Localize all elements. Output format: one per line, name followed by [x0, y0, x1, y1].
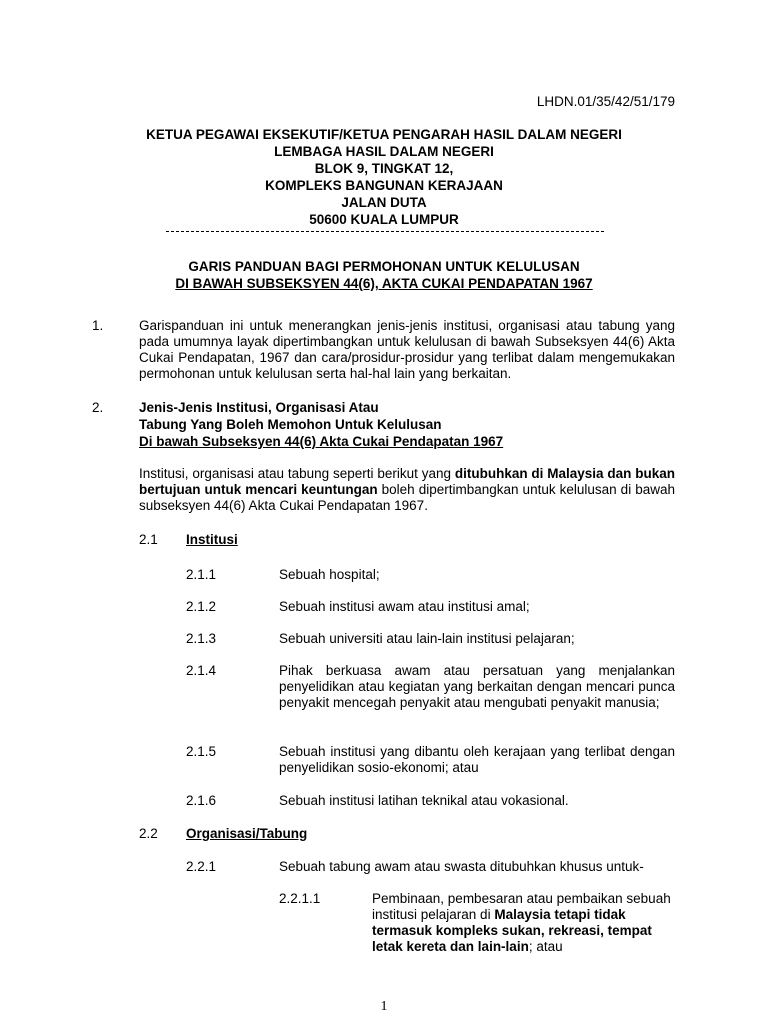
intro-text: Institusi, organisasi atau tabung seperti berikut yang [139, 466, 455, 481]
subitem-text-part: Pembinaan, pembesaran atau pembaikan sebuah institusi pelajaran di [372, 891, 671, 922]
title-line-1: GARIS PANDUAN BAGI PERMOHONAN UNTUK KELULUSAN [188, 259, 580, 274]
address-line: 50600 KUALA LUMPUR [309, 212, 459, 227]
section-1-text: Garispanduan ini untuk menerangkan jenis-jenis institusi, organisasi atau tabung yang pada umumnya layak dipertimbangkan untuk kelulusan di bawah Subseksyen 44(6) Akta Cukai Pendapatan, 1967 dan cara/prosidur-prosidur yang terlibat dalam mengemukakan permohonan untuk kelulusan serta hal-hal lain yang berkaitan. [139, 318, 675, 381]
item-number: 2.1.2 [186, 599, 217, 614]
item-text: Sebuah institusi latihan teknikal atau vokasional. [279, 793, 569, 808]
item-number: 2.1.4 [186, 663, 217, 678]
address-line: JALAN DUTA [341, 195, 427, 210]
intro-bold-text: ditubuhkan di Malaysia dan bukan bertujuan untuk mencari keuntungan [139, 466, 675, 497]
dashed-separator [166, 231, 604, 232]
reference-number: LHDN.01/35/42/51/179 [536, 94, 675, 109]
item-number: 2.1.3 [186, 631, 217, 646]
subitem-text-part: ; atau [528, 939, 563, 954]
address-line: KOMPLEKS BANGUNAN KERAJAAN [265, 178, 503, 193]
subitem-number: 2.2.1.1 [279, 891, 321, 906]
title-line-2: DI BAWAH SUBSEKSYEN 44(6), AKTA CUKAI PENDAPATAN 1967 [175, 276, 593, 291]
address-line: LEMBAGA HASIL DALAM NEGERI [274, 144, 494, 159]
item-text: Sebuah institusi yang dibantu oleh kerajaan yang terlibat dengan penyelidikan sosio-ekonomi; atau [279, 744, 675, 775]
item-number: 2.2.1 [186, 859, 217, 874]
item-text: Pihak berkuasa awam atau persatuan yang menjalankan penyelidikan atau kegiatan yang berkaitan dengan mencari punca penyakit mencegah penyakit atau mengubati penyakit manusia; [279, 663, 675, 710]
page-number: 1 [380, 999, 388, 1014]
section-2-1-heading: Institusi [186, 532, 238, 547]
section-2-heading-line: Di bawah Subseksyen 44(6) Akta Cukai Pendapatan 1967 [139, 434, 504, 449]
section-2-2-heading: Organisasi/Tabung [186, 826, 308, 841]
item-text: Sebuah universiti atau lain-lain institusi pelajaran; [279, 631, 575, 646]
section-2-number: 2. [92, 400, 104, 415]
item-number: 2.1.5 [186, 744, 217, 759]
section-2-heading-line: Tabung Yang Boleh Memohon Untuk Kelulusan [139, 417, 442, 432]
address-block [0, 126, 768, 228]
section-2-heading-line: Jenis-Jenis Institusi, Organisasi Atau [139, 400, 379, 415]
section-2-1-number: 2.1 [139, 532, 158, 547]
subitem-text [372, 891, 682, 955]
document-title [0, 258, 768, 292]
item-text: Sebuah institusi awam atau institusi amal; [279, 599, 530, 614]
intro-text: boleh dipertimbangkan untuk kelulusan di bawah subseksyen 44(6) Akta Cukai Pendapatan 1967. [139, 482, 676, 513]
item-text: Sebuah tabung awam atau swasta ditubuhkan khusus untuk- [279, 859, 644, 874]
address-line: KETUA PEGAWAI EKSEKUTIF/KETUA PENGARAH HASIL DALAM NEGERI [146, 127, 622, 142]
item-number: 2.1.1 [186, 567, 217, 582]
section-1-number: 1. [92, 318, 104, 333]
subitem-bold-text: Malaysia tetapi tidak termasuk kompleks sukan, rekreasi, tempat letak kereta dan lain-lain [372, 907, 652, 954]
section-2-2-number: 2.2 [139, 826, 158, 841]
item-text: Sebuah hospital; [279, 567, 380, 582]
section-2-heading [139, 399, 679, 450]
item-number: 2.1.6 [186, 793, 217, 808]
section-2-intro [139, 466, 675, 514]
address-line: BLOK 9, TINGKAT 12, [314, 161, 454, 176]
